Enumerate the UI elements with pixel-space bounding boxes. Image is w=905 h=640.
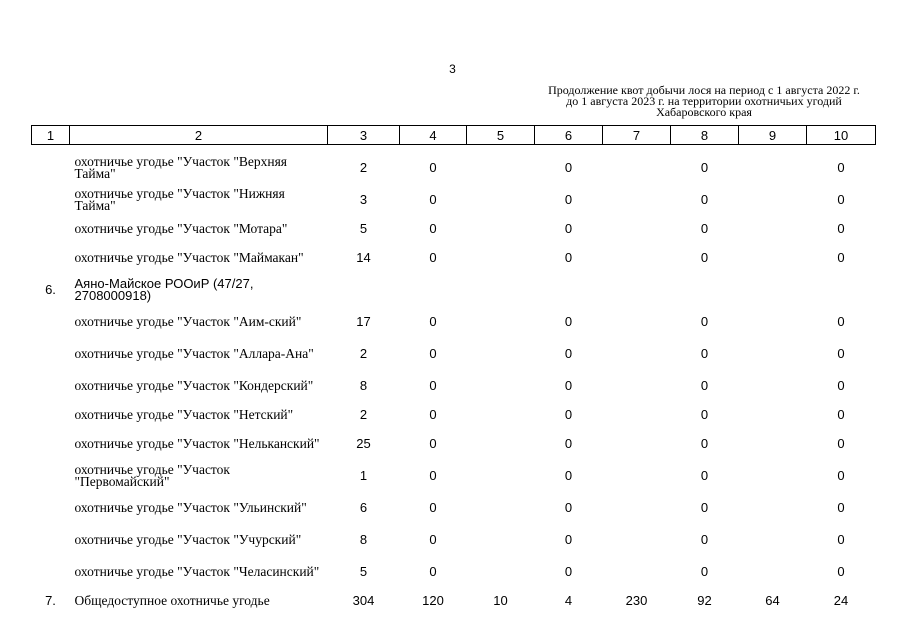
cell-7	[603, 370, 671, 402]
cell-5	[467, 152, 535, 184]
cell-6: 0	[564, 500, 573, 515]
cell-5	[467, 216, 535, 242]
cell-10: 0	[837, 500, 845, 515]
header-cell-1: 1	[32, 126, 70, 145]
cell-8: 0	[700, 564, 709, 579]
cell-3: 17	[356, 314, 371, 329]
row-index	[32, 402, 70, 428]
cell-8: 0	[700, 221, 709, 236]
row-index	[32, 556, 70, 588]
cell-9	[739, 402, 807, 428]
row-index	[32, 460, 70, 492]
cell-5	[467, 274, 535, 306]
row-name: охотничье угодье "Участок "Нетский"	[74, 406, 294, 422]
table-row	[32, 556, 876, 588]
row-name: охотничье угодье "Участок "Верхняя Тайма"	[74, 153, 287, 181]
cell-7	[603, 428, 671, 460]
cell-3: 2	[359, 346, 368, 361]
cell-8	[671, 274, 739, 306]
cell-4: 0	[429, 192, 437, 207]
table-row	[32, 242, 876, 274]
row-index	[32, 184, 70, 216]
cell-8: 0	[700, 192, 709, 207]
cell-4: 0	[429, 532, 437, 547]
cell-5	[467, 492, 535, 524]
cell-3: 8	[359, 378, 368, 393]
cell-4: 0	[429, 221, 437, 236]
cell-5	[467, 460, 535, 492]
cell-6: 4	[564, 593, 573, 608]
cell-7	[603, 556, 671, 588]
table-row	[32, 370, 876, 402]
cell-9	[739, 428, 807, 460]
cell-9	[739, 152, 807, 184]
cell-5	[467, 184, 535, 216]
cell-10: 0	[837, 468, 845, 483]
cell-4	[400, 274, 467, 306]
cell-4: 0	[429, 346, 437, 361]
table-row	[32, 524, 876, 556]
cell-3: 5	[359, 564, 368, 579]
cell-9	[739, 460, 807, 492]
cell-4: 120	[422, 593, 444, 608]
cell-5	[467, 370, 535, 402]
row-index	[32, 152, 70, 184]
cell-7	[603, 338, 671, 370]
table-row	[32, 492, 876, 524]
cell-9	[739, 184, 807, 216]
cell-3: 304	[352, 593, 375, 608]
cell-10: 0	[837, 378, 845, 393]
header-cell-5: 5	[467, 126, 535, 145]
table-row	[32, 152, 876, 184]
header-cell-8: 8	[671, 126, 739, 145]
cell-10: 0	[837, 436, 845, 451]
header-cell-2: 2	[70, 126, 328, 145]
cell-4: 0	[429, 160, 437, 175]
row-name: Аяно-Майское РООиР (47/27, 2708000918)	[74, 275, 254, 303]
cell-3: 3	[359, 192, 368, 207]
row-index	[32, 370, 70, 402]
row-index	[32, 306, 70, 338]
cell-4: 0	[429, 564, 437, 579]
row-index	[32, 492, 70, 524]
cell-9	[739, 274, 807, 306]
cell-3	[328, 274, 400, 306]
row-name: охотничье угодье "Участок "Аим-ский"	[74, 313, 302, 329]
cell-6: 0	[564, 221, 573, 236]
cell-4: 0	[429, 378, 437, 393]
cell-10: 0	[837, 564, 845, 579]
table-row	[32, 274, 876, 306]
cell-9	[739, 556, 807, 588]
cell-6: 0	[564, 160, 573, 175]
table-row	[32, 402, 876, 428]
cell-8: 0	[700, 314, 709, 329]
quota-table	[31, 125, 876, 614]
cell-8: 0	[700, 468, 709, 483]
cell-10: 0	[837, 314, 845, 329]
cell-6: 0	[564, 436, 573, 451]
row-name: охотничье угодье "Участок "Нижняя Тайма"	[74, 185, 285, 213]
cell-6: 0	[564, 532, 573, 547]
cell-9	[739, 306, 807, 338]
cell-10	[807, 274, 876, 306]
row-name: охотничье угодье "Участок "Челасинский"	[74, 563, 320, 579]
cell-7	[603, 274, 671, 306]
row-name: охотничье угодье "Участок "Аллара-Ана"	[74, 345, 314, 361]
row-index	[32, 242, 70, 274]
table-caption: Продолжение квот добычи лося на период с 1 августа 2022 г. до 1 августа 2023 г. на территории охотничьих угодий Хабаровского края	[548, 83, 860, 119]
cell-5	[467, 556, 535, 588]
row-name: охотничье угодье "Участок "Мотара"	[74, 220, 288, 236]
cell-9: 64	[765, 593, 780, 608]
cell-6: 0	[564, 378, 573, 393]
cell-9	[739, 370, 807, 402]
row-index	[32, 216, 70, 242]
cell-6: 0	[564, 250, 573, 265]
cell-10: 0	[837, 346, 845, 361]
cell-3: 8	[359, 532, 368, 547]
header-cell-4: 4	[400, 126, 467, 145]
cell-7	[603, 306, 671, 338]
cell-7	[603, 402, 671, 428]
row-name: Общедоступное охотничье угодье	[74, 592, 270, 608]
table-row	[32, 338, 876, 370]
cell-7	[603, 152, 671, 184]
cell-4: 0	[429, 407, 437, 422]
cell-6: 0	[564, 468, 573, 483]
cell-10: 24	[833, 593, 849, 608]
table-row	[32, 216, 876, 242]
cell-6: 0	[564, 564, 573, 579]
row-name: охотничье угодье "Участок "Ульинский"	[74, 499, 307, 515]
cell-6: 0	[564, 314, 573, 329]
row-name: охотничье угодье "Участок "Кондерский"	[74, 377, 314, 393]
cell-10: 0	[837, 192, 845, 207]
cell-4: 0	[429, 500, 437, 515]
table-row	[32, 428, 876, 460]
cell-6	[535, 274, 603, 306]
cell-6: 0	[564, 407, 573, 422]
cell-9	[739, 242, 807, 274]
row-index: 7.	[45, 593, 56, 608]
cell-3: 14	[356, 250, 371, 265]
cell-7	[603, 524, 671, 556]
header-cell-9: 9	[739, 126, 807, 145]
cell-6: 0	[564, 346, 573, 361]
cell-9	[739, 524, 807, 556]
row-name: охотничье угодье "Участок "Нельканский"	[74, 435, 320, 451]
cell-9	[739, 338, 807, 370]
cell-8: 0	[700, 407, 709, 422]
cell-3: 5	[359, 221, 368, 236]
cell-3: 1	[359, 468, 368, 483]
cell-4: 0	[429, 436, 437, 451]
cell-4: 0	[429, 250, 437, 265]
cell-3: 6	[359, 500, 368, 515]
cell-5	[467, 402, 535, 428]
header-cell-7: 7	[603, 126, 671, 145]
cell-5: 10	[493, 593, 508, 608]
cell-8: 0	[700, 532, 709, 547]
table-row	[32, 184, 876, 216]
cell-8: 0	[700, 378, 709, 393]
cell-3: 25	[356, 436, 371, 451]
header-cell-10: 10	[807, 126, 876, 145]
table-row	[32, 588, 876, 614]
cell-3: 2	[359, 407, 368, 422]
table-row	[32, 460, 876, 492]
cell-5	[467, 428, 535, 460]
table-row	[32, 306, 876, 338]
cell-10: 0	[837, 407, 845, 422]
header-row	[32, 126, 876, 145]
cell-5	[467, 306, 535, 338]
row-index: 6.	[45, 282, 56, 297]
row-index	[32, 338, 70, 370]
cell-8: 0	[700, 436, 709, 451]
cell-4: 0	[429, 314, 437, 329]
cell-6: 0	[564, 192, 573, 207]
cell-7	[603, 216, 671, 242]
cell-7	[603, 460, 671, 492]
cell-10: 0	[837, 532, 845, 547]
cell-5	[467, 242, 535, 274]
cell-5	[467, 338, 535, 370]
cell-7	[603, 492, 671, 524]
cell-7	[603, 242, 671, 274]
cell-10: 0	[837, 221, 845, 236]
cell-10: 0	[837, 250, 845, 265]
cell-4: 0	[429, 468, 437, 483]
cell-8: 0	[700, 500, 709, 515]
header-cell-6: 6	[535, 126, 603, 145]
cell-10: 0	[837, 160, 845, 175]
cell-7	[603, 184, 671, 216]
cell-8: 0	[700, 250, 709, 265]
header-cell-3: 3	[328, 126, 400, 145]
cell-9	[739, 492, 807, 524]
page-number: 3	[449, 62, 456, 76]
row-index	[32, 428, 70, 460]
row-index	[32, 524, 70, 556]
row-name: охотничье угодье "Участок "Маймакан"	[74, 249, 304, 265]
cell-8: 0	[700, 346, 709, 361]
cell-7: 230	[625, 593, 648, 608]
cell-8: 92	[697, 593, 712, 608]
cell-8: 0	[700, 160, 709, 175]
table-spacer	[32, 145, 876, 152]
cell-3: 2	[359, 160, 368, 175]
cell-5	[467, 524, 535, 556]
row-name: охотничье угодье "Участок "Первомайский"	[74, 461, 230, 489]
row-name: охотничье угодье "Участок "Учурский"	[74, 531, 302, 547]
cell-9	[739, 216, 807, 242]
